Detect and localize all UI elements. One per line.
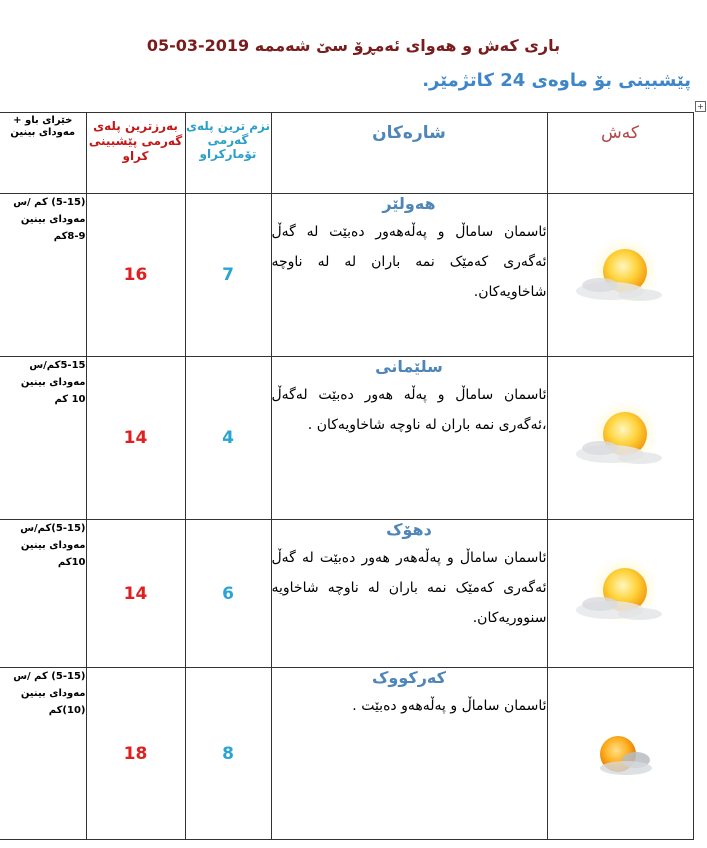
table-row (0, 194, 693, 357)
visibility-value: 8-9کم (53, 231, 86, 242)
visibility-label: مەودای بینین (20, 377, 86, 388)
page-subtitle: پێشبینی بۆ ماوەی 24 کاتژمێر. (422, 70, 691, 91)
weather-icon-cell (547, 194, 693, 357)
wind-cell (0, 194, 86, 357)
min-temp: 8 (185, 668, 271, 840)
header-min-cell (185, 113, 271, 194)
city-name: کەرکووک (372, 668, 446, 687)
wind-cell (0, 520, 86, 668)
forecast-table (0, 112, 694, 840)
weather-icon-cell (547, 520, 693, 668)
sun-behind-cloud-icon (570, 554, 670, 634)
header-city-cell (271, 113, 547, 194)
sun-behind-cloud-icon (570, 714, 670, 794)
table-move-handle-icon[interactable]: + (695, 101, 706, 112)
wind-cell (0, 668, 86, 840)
city-cell (271, 668, 547, 840)
header-wind: خێرای باو + مەودای بینین (10, 115, 76, 138)
page-title: باری کەش و هەوای ئەمڕۆ سێ شەممە 2019-03-05 (146, 36, 561, 55)
city-forecast: ئاسمان ساماڵ و پەڵە هەور دەبێت لەگەڵ ،ئەگەری نمە باران لە ناوچە شاخاویەکان . (271, 387, 547, 433)
min-temp: 7 (185, 194, 271, 357)
visibility-value: 10کم (57, 557, 86, 568)
max-temp: 18 (86, 668, 185, 840)
min-temp: 6 (185, 520, 271, 668)
visibility-label: مەودای بینین (20, 214, 86, 225)
weather-icon-cell (547, 357, 693, 520)
city-forecast: ئاسمان ساماڵ و پەڵەهەور دەبێت لە گەڵ ئەگەری کەمێک نمە باران لە لە ناوچە شاخاویەکان. (271, 224, 547, 300)
visibility-value: (10)کم (48, 705, 86, 716)
wind-speed: (5-15) کم /س (13, 671, 86, 682)
wind-speed: (5-15) کم /س (13, 197, 86, 208)
sun-behind-cloud-icon (570, 235, 670, 315)
max-temp: 14 (86, 520, 185, 668)
city-name: سلێمانی (375, 357, 443, 376)
header-min-temp: نزم ترین پلەی گەرمی تۆمارکراو (185, 119, 271, 161)
min-temp: 4 (185, 357, 271, 520)
header-wind-cell (0, 113, 86, 194)
visibility-label: مەودای بینین (20, 540, 86, 551)
city-cell (271, 520, 547, 668)
city-cell (271, 357, 547, 520)
header-weather-cell (547, 113, 693, 194)
header-max-temp: بەرزترین پلەی گەرمی پێشبینی کراو (88, 119, 183, 163)
table-row (0, 520, 693, 668)
sun-behind-cloud-icon (570, 398, 670, 478)
visibility-value: 10 کم (54, 394, 86, 405)
table-row (0, 668, 693, 840)
table-header-row (0, 113, 693, 194)
header-weather: کەش (601, 123, 639, 143)
city-name: دهۆک (386, 520, 432, 539)
wind-speed: (5-15)کم/س (20, 523, 86, 534)
city-name: هەولێر (382, 194, 436, 213)
city-forecast: ئاسمان ساماڵ و پەڵەهەر هەور دەبێت لە گەڵ ئەگەری کەمێک نمە باران لە ناوچە شاخاویە سنووریەکان. (271, 550, 547, 626)
max-temp: 16 (86, 194, 185, 357)
header-cities: شارەکان (372, 123, 446, 143)
table-row (0, 357, 693, 520)
city-forecast: ئاسمان ساماڵ و پەڵەهەو دەبێت . (352, 698, 547, 714)
weather-icon-cell (547, 668, 693, 840)
wind-cell (0, 357, 86, 520)
header-max-cell (86, 113, 185, 194)
visibility-label: مەودای بینین (20, 688, 86, 699)
wind-speed: 5-15کم/س (29, 360, 86, 371)
max-temp: 14 (86, 357, 185, 520)
city-cell (271, 194, 547, 357)
